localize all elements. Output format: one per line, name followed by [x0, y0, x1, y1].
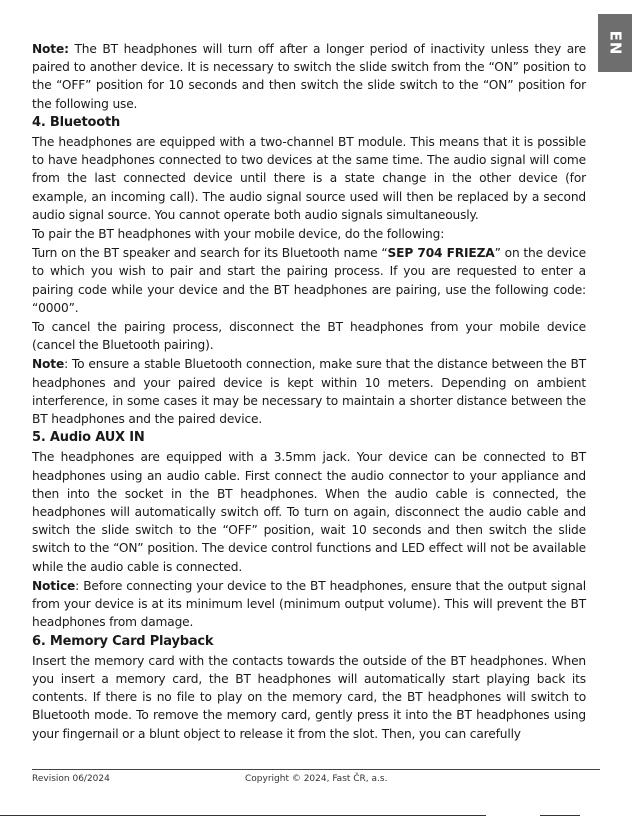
language-tab — [598, 14, 632, 72]
bluetooth-device-name: SEP 704 FRIEZA — [387, 246, 495, 261]
bottom-divider-right — [540, 815, 580, 816]
bluetooth-note — [32, 355, 586, 428]
bluetooth-paragraph-2: To pair the BT headphones with your mobile device, do the following: — [32, 227, 445, 242]
aux-notice-label: Notice — [32, 578, 76, 593]
note-label: Note: — [32, 42, 69, 56]
section-heading-bluetooth: 4. Bluetooth — [32, 114, 121, 130]
section-heading-memory-card: 6. Memory Card Playback — [32, 633, 214, 649]
bottom-divider-left — [0, 815, 486, 816]
bluetooth-paragraph-1: The headphones are equipped with a two-channel BT module. This means that it is possible to have headphones connected to two devices at the same time. The audio signal will come from the last connected device until there is a state change in the other device (for example, an incoming call). The audio signal source used will then be replaced by a second audio signal source. You cannot operate both audio signals simultaneously. — [32, 135, 586, 222]
bluetooth-note-label: Note — [32, 357, 65, 372]
footer-copyright: Copyright © 2024, Fast ČR, a.s. — [245, 774, 388, 784]
bluetooth-paragraph-4: To cancel the pairing process, disconnect the BT headphones from your mobile device (cancel the Bluetooth pairing). — [32, 320, 586, 353]
memory-card-paragraph-1: Insert the memory card with the contacts towards the outside of the BT headphones. When you insert a memory card, the BT headphones will automatically start playing back its contents. If there is no file to play on the memory card, the BT headphones will switch to Bluetooth mode. To remove the memory card, gently press it into the BT headphones using your fingernail or a blunt object to release it from the slot. Then, you can carefully — [32, 653, 586, 741]
pairing-text-end: ” on the device to which you wish to pair and start the pairing process. If you are requested to enter a pairing code while your device and the BT headphones are pairing, use the following code: “0000”. — [32, 246, 586, 315]
note-paragraph — [32, 40, 586, 113]
aux-notice-text: : Before connecting your device to the BT headphones, ensure that the output signal from your device is at its minimum level (minimum output volume). This will prevent the BT headphones from damage. — [32, 578, 586, 630]
section-heading-aux: 5. Audio AUX IN — [32, 430, 145, 446]
bluetooth-note-text: : To ensure a stable Bluetooth connection, make sure that the distance between the BT headphones and your paired device is kept within 10 meters. Depending on ambient interference, in some cases it may be necessary to maintain a shorter distance between the BT headphones and the paired device. — [32, 357, 586, 427]
aux-notice — [32, 577, 586, 632]
language-label: EN — [606, 30, 624, 56]
bluetooth-paragraph-3 — [32, 244, 586, 317]
footer-divider — [32, 769, 600, 770]
footer-revision: Revision 06/2024 — [32, 774, 110, 784]
aux-paragraph-1: The headphones are equipped with a 3.5mm jack. Your device can be connected to BT headphones using an audio cable. First connect the audio connector to your appliance and then into the socket in the BT headphones. When the audio cable is connected, the headphones will automatically switch off. To turn on again, disconnect the audio cable and switch the slide switch to the “OFF” position, wait 10 seconds and then switch the slide switch to the “ON” position. The device control functions and LED effect will not be available while the audio cable is connected. — [32, 450, 586, 574]
pairing-text-start: Turn on the BT speaker and search for its Bluetooth name “ — [32, 246, 388, 261]
page-content — [32, 40, 586, 744]
note-text: The BT headphones will turn off after a longer period of inactivity unless they are paired to another device. It is necessary to switch the slide switch from the “ON” position to the “OFF” position for 10 seconds and then switch the slide switch to the “ON” position for the following use. — [32, 42, 586, 111]
